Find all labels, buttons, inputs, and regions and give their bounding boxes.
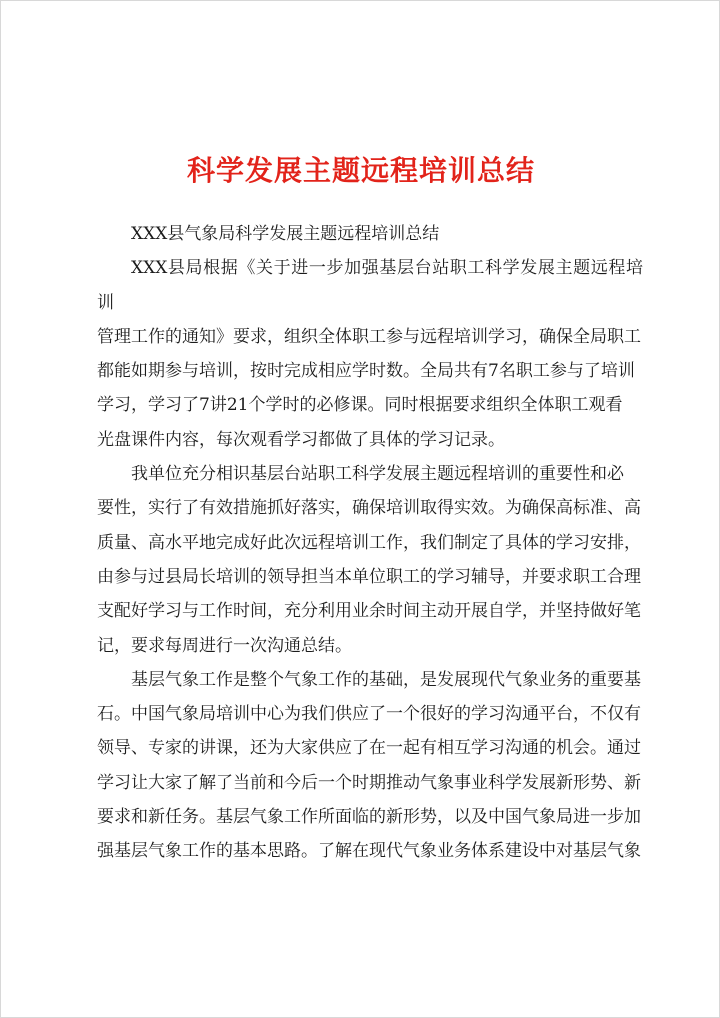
body-paragraph: XXX县局根据《关于进一步加强基层台站职工科学发展主题远程培训 管理工作的通知》要求，组织全体职工参与远程培训学习，确保全局职工 都能如期参与培训，按时完成相应学时数。全局共有7名职工参与了培训 学习，学习了7讲21个学时的必修课。同时根据要求组织全体职工观看 光盘课件内容，每次观看学习都做了具体的学习记录。 xyxy=(97,258,643,450)
document-title: 科学发展主题远程培训总结 xyxy=(186,154,535,187)
body-paragraph: 我单位充分相识基层台站职工科学发展主题远程培训的重要性和必 要性，实行了有效措施抓好落实，确保培训取得实效。为确保高标准、高 质量、高水平地完成好此次远程培训工作，我们制定了具体的学习安排， 由参与过县局长培训的领导担当本单位职工的学习辅导，并要求职工合理 支配好学习与工作时间，充分利用业余时间主动开展自学，并坚持做好笔 记，要求每周进行一次沟通总结。 xyxy=(97,464,641,656)
document-body xyxy=(97,217,643,869)
body-paragraph: 基层气象工作是整个气象工作的基础，是发展现代气象业务的重要基 石。中国气象局培训中心为我们供应了一个很好的学习沟通平台，不仅有 领导、专家的讲课，还为大家供应了在一起有相互学习沟通的机会。通过 学习让大家了解了当前和今后一个时期推动气象事业科学发展新形势、新 要求和新任务。基层气象工作所面临的新形势，以及中国气象局进一步加 强基层气象工作的基本思路。了解在现代气象业务体系建设中对基层气象 xyxy=(97,669,641,862)
subtitle-paragraph: XXX县气象局科学发展主题远程培训总结 xyxy=(131,224,440,244)
